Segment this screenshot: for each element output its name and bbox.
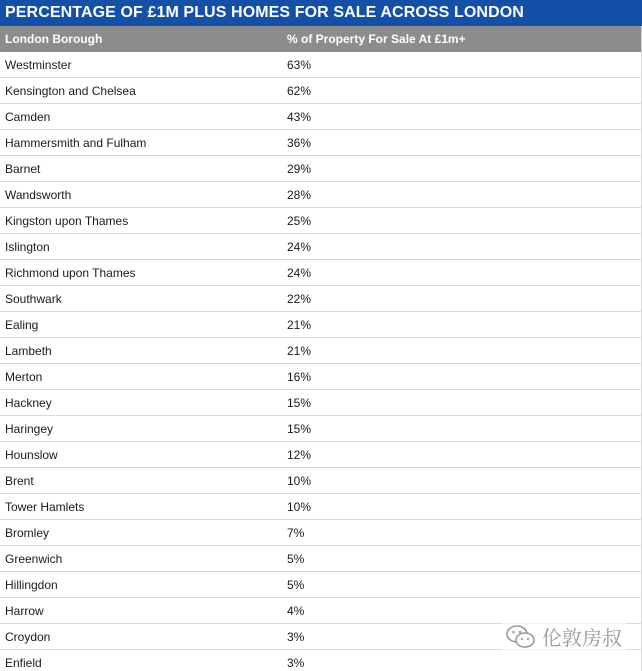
percentage-cell: 3% [287, 630, 305, 644]
percentage-cell: 62% [287, 84, 312, 98]
borough-cell: Southwark [5, 292, 62, 306]
table-row [0, 390, 642, 416]
watermark-text: 伦敦房叔 [542, 626, 622, 650]
table-row [0, 208, 642, 234]
borough-cell: Enfield [5, 656, 42, 670]
borough-cell: Richmond upon Thames [5, 266, 136, 280]
percentage-cell: 5% [287, 552, 305, 566]
borough-cell: Brent [5, 474, 34, 488]
borough-cell: Greenwich [5, 552, 63, 566]
borough-cell: Hackney [5, 396, 52, 410]
percentage-cell: 43% [287, 110, 312, 124]
table-row [0, 78, 642, 104]
percentage-cell: 63% [287, 58, 312, 72]
percentage-cell: 21% [287, 318, 312, 332]
table-header [0, 26, 642, 52]
borough-cell: Islington [5, 240, 50, 254]
borough-cell: Merton [5, 370, 43, 384]
borough-cell: Hounslow [5, 448, 58, 462]
percentage-cell: 4% [287, 604, 305, 618]
borough-cell: Hammersmith and Fulham [5, 136, 147, 150]
table-row [0, 260, 642, 286]
percentage-cell: 36% [287, 136, 312, 150]
table-row [0, 494, 642, 520]
percentage-cell: 3% [287, 656, 305, 670]
borough-cell: Kingston upon Thames [5, 214, 129, 228]
percentage-cell: 24% [287, 240, 312, 254]
column-header-percentage: % of Property For Sale At £1m+ [287, 32, 466, 46]
borough-cell: Wandsworth [5, 188, 72, 202]
borough-cell: Haringey [5, 422, 54, 436]
wechat-icon [506, 624, 536, 650]
table-row [0, 156, 642, 182]
percentage-cell: 25% [287, 214, 312, 228]
borough-cell: Kensington and Chelsea [5, 84, 136, 98]
percentage-cell: 12% [287, 448, 312, 462]
table-row [0, 52, 642, 78]
borough-cell: Hillingdon [5, 578, 58, 592]
borough-cell: Tower Hamlets [5, 500, 85, 514]
borough-cell: Westminster [5, 58, 72, 72]
table-body [0, 52, 642, 671]
percentage-cell: 15% [287, 422, 312, 436]
borough-cell: Lambeth [5, 344, 52, 358]
watermark [502, 620, 626, 653]
table-row [0, 338, 642, 364]
percentage-cell: 10% [287, 474, 312, 488]
table-row [0, 572, 642, 598]
percentage-cell: 16% [287, 370, 312, 384]
percentage-cell: 21% [287, 344, 312, 358]
table-row [0, 520, 642, 546]
table-row [0, 546, 642, 572]
borough-cell: Harrow [5, 604, 44, 618]
percentage-cell: 28% [287, 188, 312, 202]
table-row [0, 364, 642, 390]
table-row [0, 650, 642, 671]
borough-cell: Barnet [5, 162, 41, 176]
percentage-cell: 10% [287, 500, 312, 514]
column-header-borough: London Borough [5, 32, 103, 46]
percentage-cell: 29% [287, 162, 312, 176]
borough-cell: Bromley [5, 526, 50, 540]
table-row [0, 442, 642, 468]
table-row [0, 234, 642, 260]
percentage-cell: 15% [287, 396, 312, 410]
table-title: PERCENTAGE OF £1M PLUS HOMES FOR SALE ACROSS LONDON [0, 0, 642, 26]
table-row [0, 468, 642, 494]
table-row [0, 286, 642, 312]
percentage-cell: 7% [287, 526, 305, 540]
table-row [0, 130, 642, 156]
table-row [0, 104, 642, 130]
percentage-cell: 22% [287, 292, 312, 306]
table-row [0, 182, 642, 208]
borough-cell: Ealing [5, 318, 39, 332]
percentage-cell: 5% [287, 578, 305, 592]
percentage-cell: 24% [287, 266, 312, 280]
table-row [0, 312, 642, 338]
borough-cell: Camden [5, 110, 51, 124]
borough-cell: Croydon [5, 630, 51, 644]
table-row [0, 416, 642, 442]
